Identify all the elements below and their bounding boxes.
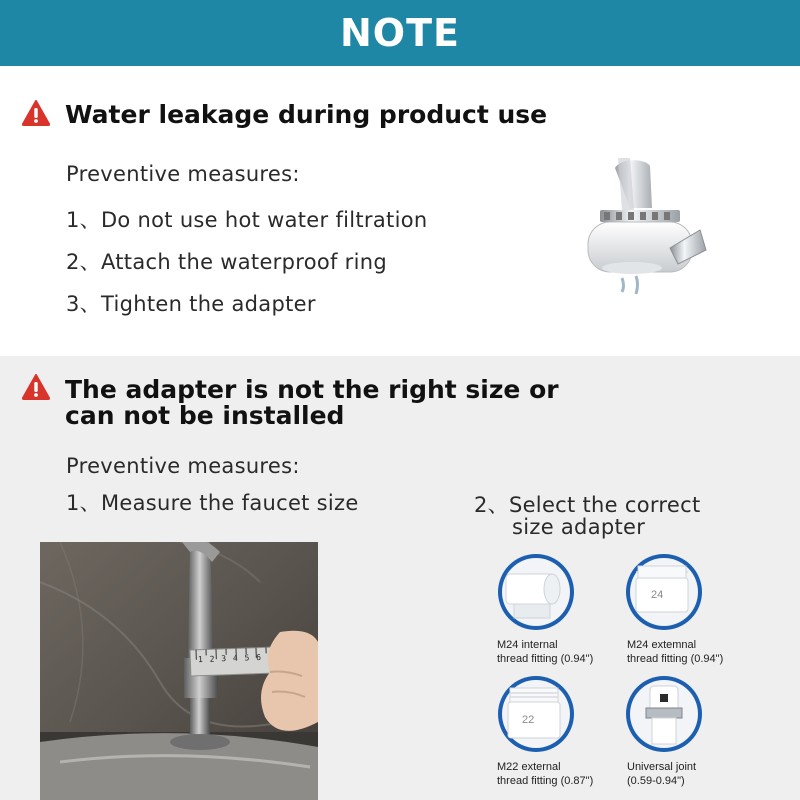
adapter-m22-external-icon — [496, 674, 576, 754]
ruler-marks: 1 2 3 4 5 6 — [197, 652, 263, 665]
section2-step-2-line-1: 2、Select the correct — [474, 493, 701, 517]
section1-subheading: Preventive measures: — [66, 162, 300, 186]
adapter-m24-external-icon — [624, 552, 704, 632]
section1-heading: Water leakage during product use — [65, 100, 548, 129]
adapter-m24-internal-caption-1: M24 internal — [497, 639, 558, 651]
header-title: NOTE — [340, 11, 460, 55]
section1-step-1: 1、Do not use hot water filtration — [66, 208, 428, 232]
adapter-m24-internal-icon — [496, 552, 576, 632]
section1-step-2: 2、Attach the waterproof ring — [66, 250, 387, 274]
adapter-m22-external-caption-1: M22 external — [497, 761, 561, 773]
section2-subheading: Preventive measures: — [66, 454, 300, 478]
section2-heading-line-1: The adapter is not the right size or — [65, 375, 559, 404]
note-header — [0, 0, 800, 66]
warning-triangle-icon — [22, 374, 50, 400]
adapter-universal-joint-caption-2: (0.59-0.94") — [627, 775, 685, 787]
adapter-m24-external-caption-2: thread fitting (0.94") — [627, 653, 724, 665]
section1-step-3: 3、Tighten the adapter — [66, 292, 316, 316]
warning-triangle-icon — [22, 100, 50, 126]
section-adapter-size — [0, 356, 800, 800]
adapter-universal-joint-caption-1: Universal joint — [627, 761, 697, 773]
section2-step-2-line-2: size adapter — [512, 515, 646, 539]
section2-heading-line-2: can not be installed — [65, 401, 345, 430]
adapter-m24-external-caption-1: M24 extemnal — [627, 639, 697, 651]
adapter-m24-external-label: 24 — [651, 589, 664, 601]
adapter-m24-internal-caption-2: thread fitting (0.94") — [497, 653, 594, 665]
adapter-universal-joint-icon — [624, 674, 704, 754]
section2-step-1: 1、Measure the faucet size — [66, 491, 359, 515]
adapter-m22-external-caption-2: thread fitting (0.87") — [497, 775, 594, 787]
section-water-leakage — [0, 66, 800, 356]
faucet-measure-photo — [40, 542, 318, 800]
faucet-filter-image — [560, 158, 720, 308]
adapter-m22-external-label: 22 — [522, 714, 535, 726]
